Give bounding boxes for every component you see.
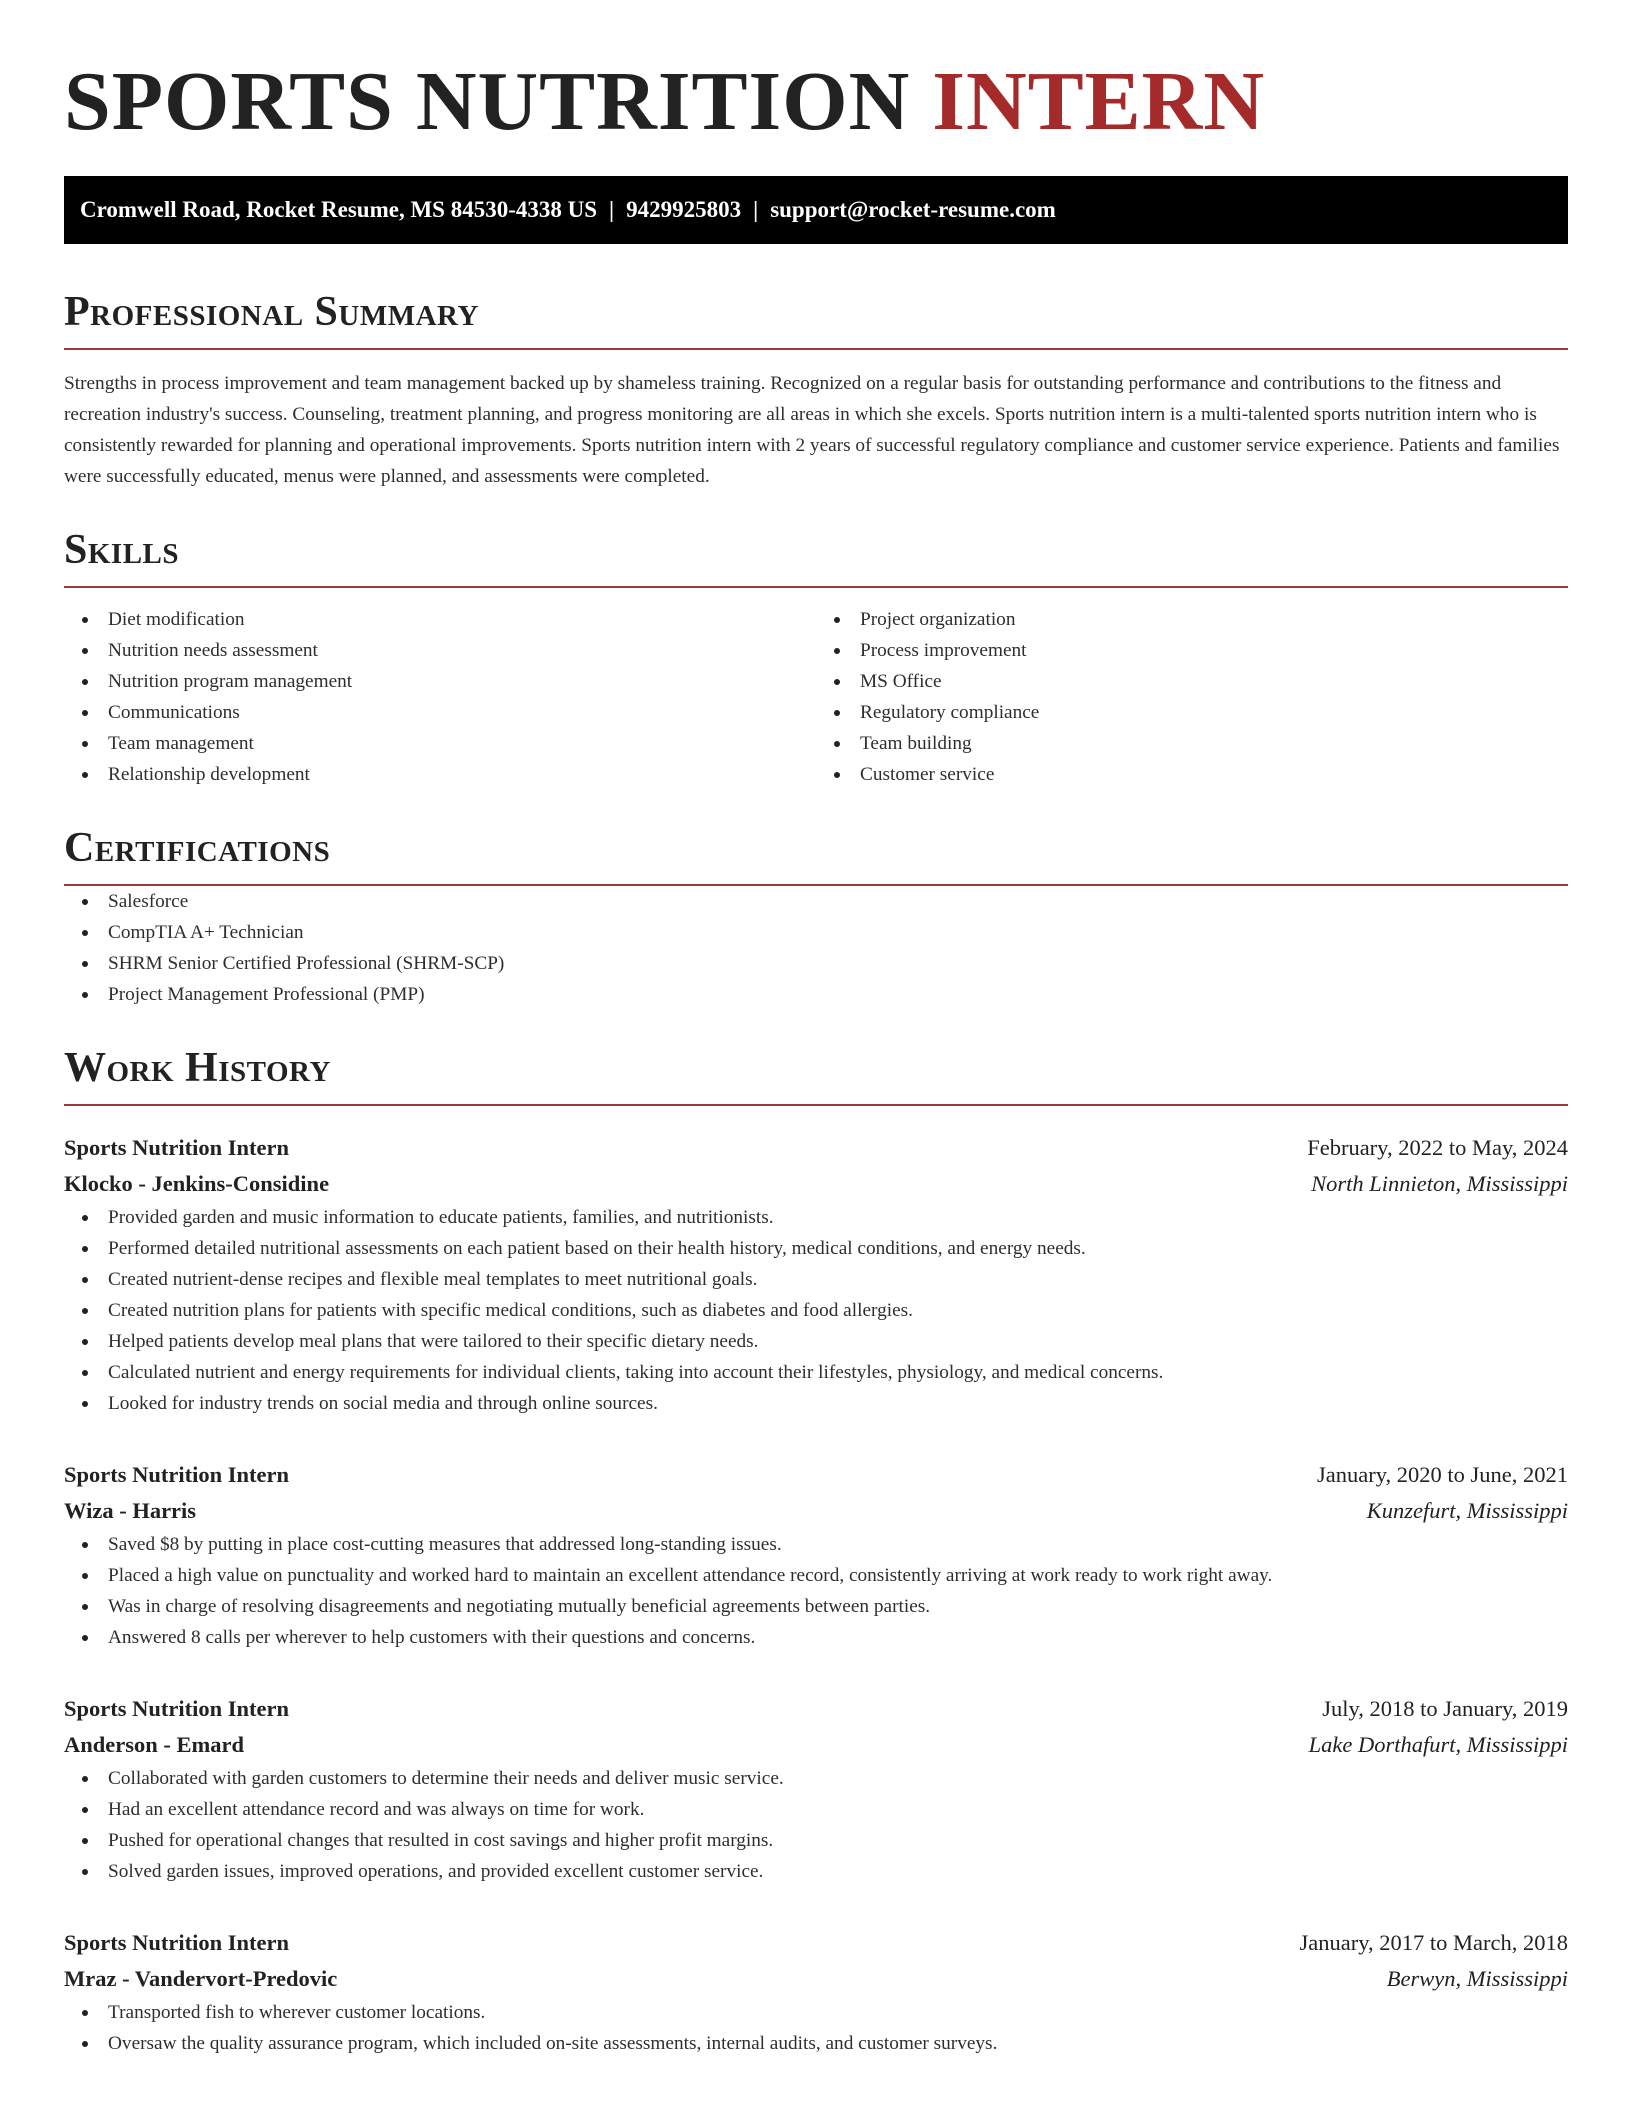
list-item: Project Management Professional (PMP) xyxy=(64,979,1568,1010)
list-item: Team building xyxy=(816,728,1568,759)
section-title-skills: Skills xyxy=(64,526,1568,588)
list-item: Answered 8 calls per wherever to help customers with their questions and concerns. xyxy=(64,1622,1568,1653)
section-title-summary: Professional Summary xyxy=(64,288,1568,350)
job-header-row xyxy=(64,1130,1568,1166)
list-item: Solved garden issues, improved operations, and provided excellent customer service. xyxy=(64,1856,1568,1887)
name-accent: INTERN xyxy=(932,55,1265,148)
contact-address: Cromwell Road, Rocket Resume, MS 84530-4338 US xyxy=(80,197,598,222)
summary-text: Strengths in process improvement and team management backed up by shameless training. Recognized on a regular basis for outstanding performance and contributions to the fitness and recreation industry's success. Counseling, treatment planning, and progress monitoring are all areas in which she excels. Sports nutrition intern is a multi-talented sports nutrition intern who is consistently rewarded for planning and operational improvements. Sports nutrition intern with 2 years of successful regulatory compliance and customer service experience. Patients and families were successfully educated, menus were planned, and assessments were completed. xyxy=(64,373,1560,487)
list-item: Customer service xyxy=(816,759,1568,790)
list-item: Provided garden and music information to educate patients, families, and nutritionists. xyxy=(64,1202,1568,1233)
job-company-row xyxy=(64,1727,1568,1763)
list-item: Diet modification xyxy=(64,604,816,635)
list-item: Looked for industry trends on social media and through online sources. xyxy=(64,1388,1568,1419)
certifications-list xyxy=(64,886,1568,1010)
list-item: MS Office xyxy=(816,666,1568,697)
name-primary: SPORTS NUTRITION xyxy=(64,55,911,148)
job-entry xyxy=(64,1457,1568,1653)
list-item: Created nutrient-dense recipes and flexible meal templates to meet nutritional goals. xyxy=(64,1264,1568,1295)
section-title-certifications: Certifications xyxy=(64,824,1568,886)
list-item: Oversaw the quality assurance program, which included on-site assessments, internal audits, and customer surveys. xyxy=(64,2028,1568,2059)
list-item: Project organization xyxy=(816,604,1568,635)
job-header-row xyxy=(64,1925,1568,1961)
job-bullets xyxy=(64,1529,1568,1653)
job-dates: February, 2022 to May, 2024 xyxy=(1307,1135,1568,1160)
work-history-list xyxy=(64,1130,1568,2059)
job-location: Berwyn, Mississippi xyxy=(1386,1966,1568,1991)
list-item: Had an excellent attendance record and was always on time for work. xyxy=(64,1794,1568,1825)
job-bullets xyxy=(64,1202,1568,1419)
job-bullets xyxy=(64,1997,1568,2059)
list-item: Communications xyxy=(64,697,816,728)
list-item: Performed detailed nutritional assessments on each patient based on their health history, medical conditions, and energy needs. xyxy=(64,1233,1568,1264)
job-title: Sports Nutrition Intern xyxy=(64,1696,290,1721)
list-item: CompTIA A+ Technician xyxy=(64,917,1568,948)
list-item: Helped patients develop meal plans that were tailored to their specific dietary needs. xyxy=(64,1326,1568,1357)
job-title: Sports Nutrition Intern xyxy=(64,1135,290,1160)
job-location: North Linnieton, Mississippi xyxy=(1311,1171,1568,1196)
list-item: Was in charge of resolving disagreements and negotiating mutually beneficial agreements between parties. xyxy=(64,1591,1568,1622)
job-company-row xyxy=(64,1166,1568,1202)
job-entry xyxy=(64,1691,1568,1887)
section-title-work-history: Work History xyxy=(64,1044,1568,1106)
list-item: Regulatory compliance xyxy=(816,697,1568,728)
list-item: Saved $8 by putting in place cost-cutting measures that addressed long-standing issues. xyxy=(64,1529,1568,1560)
job-company: Wiza - Harris xyxy=(64,1498,197,1523)
contact-separator: | xyxy=(753,197,759,222)
job-dates: July, 2018 to January, 2019 xyxy=(1322,1696,1568,1721)
list-item: Nutrition program management xyxy=(64,666,816,697)
job-company: Anderson - Emard xyxy=(64,1732,245,1757)
job-entry xyxy=(64,1925,1568,2059)
resume-name xyxy=(64,54,1568,150)
list-item: Pushed for operational changes that resulted in cost savings and higher profit margins. xyxy=(64,1825,1568,1856)
list-item: Relationship development xyxy=(64,759,816,790)
contact-bar xyxy=(64,176,1568,244)
job-bullets xyxy=(64,1763,1568,1887)
contact-email: support@rocket-resume.com xyxy=(770,197,1056,222)
job-title: Sports Nutrition Intern xyxy=(64,1462,290,1487)
job-title: Sports Nutrition Intern xyxy=(64,1930,290,1955)
job-entry xyxy=(64,1130,1568,1419)
list-item: Transported fish to wherever customer locations. xyxy=(64,1997,1568,2028)
list-item: Created nutrition plans for patients with specific medical conditions, such as diabetes and food allergies. xyxy=(64,1295,1568,1326)
job-company-row xyxy=(64,1493,1568,1529)
list-item: SHRM Senior Certified Professional (SHRM-SCP) xyxy=(64,948,1568,979)
job-location: Lake Dorthafurt, Mississippi xyxy=(1308,1732,1568,1757)
job-company: Klocko - Jenkins-Considine xyxy=(64,1171,330,1196)
contact-separator: | xyxy=(609,197,615,222)
list-item: Collaborated with garden customers to determine their needs and deliver music service. xyxy=(64,1763,1568,1794)
job-company-row xyxy=(64,1961,1568,1997)
contact-phone: 9429925803 xyxy=(626,197,742,222)
list-item: Calculated nutrient and energy requirements for individual clients, taking into account their lifestyles, physiology, and medical concerns. xyxy=(64,1357,1568,1388)
list-item: Process improvement xyxy=(816,635,1568,666)
list-item: Nutrition needs assessment xyxy=(64,635,816,666)
skills-list-left xyxy=(64,604,816,790)
job-location: Kunzefurt, Mississippi xyxy=(1366,1498,1568,1523)
list-item: Placed a high value on punctuality and worked hard to maintain an excellent attendance record, consistently arriving at work ready to work right away. xyxy=(64,1560,1568,1591)
job-header-row xyxy=(64,1457,1568,1493)
job-dates: January, 2017 to March, 2018 xyxy=(1299,1930,1568,1955)
list-item: Salesforce xyxy=(64,886,1568,917)
list-item: Team management xyxy=(64,728,816,759)
job-header-row xyxy=(64,1691,1568,1727)
job-company: Mraz - Vandervort-Predovic xyxy=(64,1966,338,1991)
job-dates: January, 2020 to June, 2021 xyxy=(1316,1462,1568,1487)
skills-list-right xyxy=(816,604,1568,790)
skills-columns xyxy=(64,604,1568,790)
